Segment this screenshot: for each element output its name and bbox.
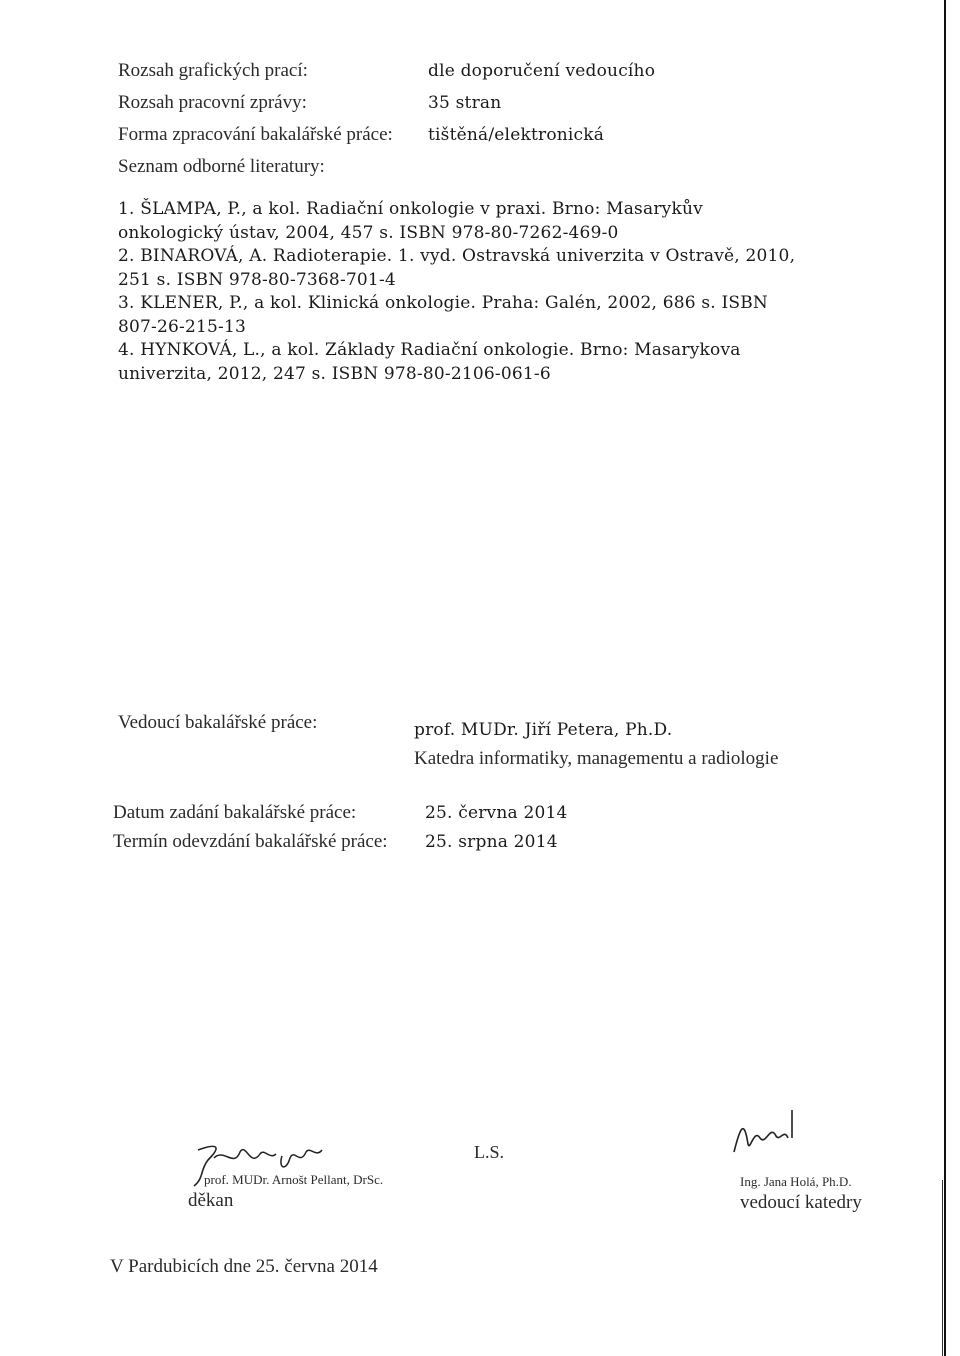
supervisor-name: prof. MUDr. Jiří Petera, Ph.D. (414, 720, 673, 740)
reference-line: 4. HYNKOVÁ, L., a kol. Základy Radiační onkologie. Brno: Masarykova (118, 340, 741, 360)
dean-name: prof. MUDr. Arnošt Pellant, DrSc. (204, 1172, 384, 1187)
submission-date-value: 25. srpna 2014 (425, 832, 558, 852)
graphics-scope-label: Rozsah grafických prací: (118, 60, 308, 81)
reference-line: univerzita, 2012, 247 s. ISBN 978-80-2106-061-6 (118, 363, 551, 384)
scan-edge-divider (944, 0, 946, 1356)
reference-list (118, 198, 878, 386)
place-date-footer: V Pardubicích dne 25. června 2014 (110, 1256, 378, 1277)
thesis-form-label: Forma zpracování bakalářské práce: (118, 124, 393, 145)
supervisor-department: Katedra informatiky, managementu a radiologie (414, 748, 779, 769)
dean-role: děkan (188, 1190, 234, 1211)
supervisor-label: Vedoucí bakalářské práce: (118, 712, 318, 733)
head-role: vedoucí katedry (740, 1192, 862, 1213)
head-name: Ing. Jana Holá, Ph.D. (740, 1174, 852, 1189)
reference-line: onkologický ústav, 2004, 457 s. ISBN 978-80-7262-469-0 (118, 222, 619, 243)
scan-edge-divider (942, 1180, 943, 1356)
seal-mark: L.S. (474, 1142, 505, 1162)
reference-line: 3. KLENER, P., a kol. Klinická onkologie. Praha: Galén, 2002, 686 s. ISBN (118, 293, 769, 313)
report-scope-value: 35 stran (428, 93, 502, 113)
assignment-date-value: 25. června 2014 (425, 803, 568, 823)
reference-line: 807-26-215-13 (118, 316, 246, 337)
reference-line: 251 s. ISBN 978-80-7368-701-4 (118, 269, 396, 290)
assignment-date-label: Datum zadání bakalářské práce: (113, 802, 357, 823)
submission-date-label: Termín odevzdání bakalářské práce: (113, 831, 388, 852)
report-scope-label: Rozsah pracovní zprávy: (118, 92, 307, 113)
literature-heading: Seznam odborné literatury: (118, 156, 325, 177)
reference-line: 1. ŠLAMPA, P., a kol. Radiační onkologie v praxi. Brno: Masarykův (118, 199, 703, 219)
head-signature-icon (730, 1108, 810, 1158)
graphics-scope-value: dle doporučení vedoucího (428, 61, 656, 81)
thesis-form-value: tištěná/elektronická (428, 125, 605, 145)
reference-line: 2. BINAROVÁ, A. Radioterapie. 1. vyd. Ostravská univerzita v Ostravě, 2010, (118, 246, 796, 266)
